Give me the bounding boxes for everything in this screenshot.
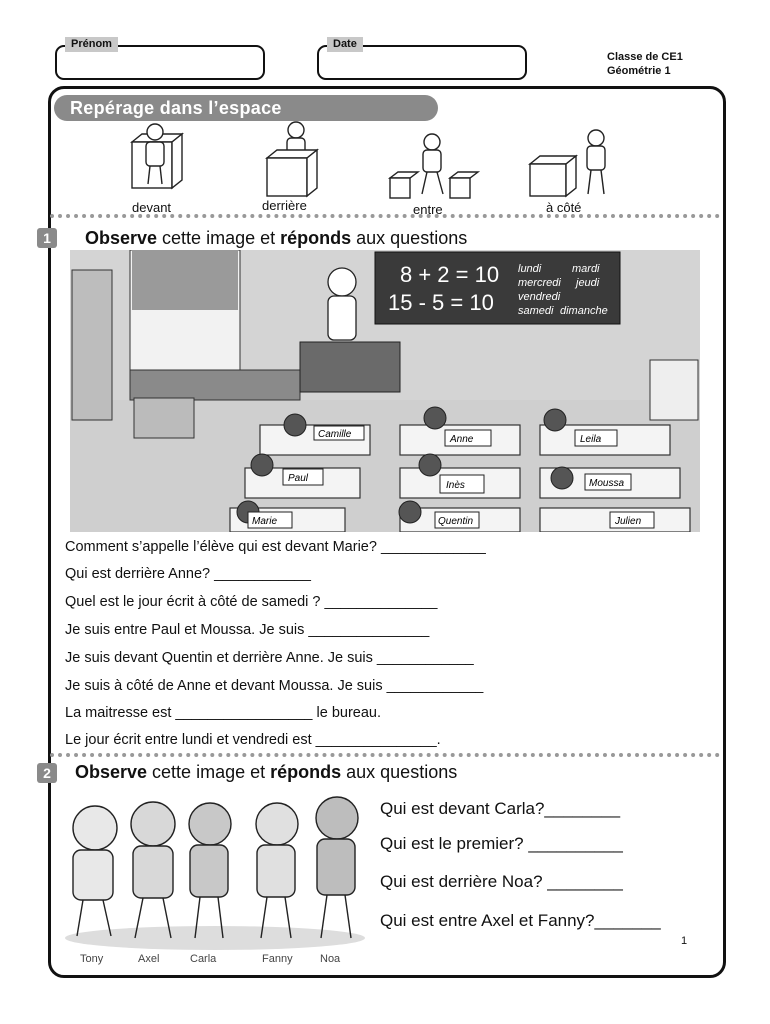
card-camille: Camille <box>318 429 352 440</box>
instr-mid-2: cette image et <box>147 762 271 782</box>
kid-name-axel: Axel <box>138 953 160 965</box>
aquarium <box>134 398 194 438</box>
label-a-cote: à côté <box>546 200 582 215</box>
a-cote-illustration <box>530 130 605 196</box>
classroom-illustration <box>70 250 700 532</box>
ex2-question-2: Qui est le premier? __________ <box>380 834 623 853</box>
card-quentin: Quentin <box>438 516 474 527</box>
board-day-jeudi: jeudi <box>576 277 600 289</box>
board-day-lundi: lundi <box>518 263 542 275</box>
kid-fanny <box>256 803 298 938</box>
kid-carla <box>189 803 231 938</box>
date-label: Date <box>327 37 363 52</box>
section-divider-2 <box>50 753 720 757</box>
label-devant: devant <box>132 200 172 215</box>
board-day-mercredi: mercredi <box>518 277 561 289</box>
instr-observe-2: Observe <box>75 762 148 782</box>
subject-line: Géométrie 1 <box>607 65 671 77</box>
teacher-desk <box>300 342 400 392</box>
ex2-question-1: Qui est devant Carla?________ <box>380 799 621 818</box>
position-illustrations <box>110 120 650 202</box>
exercise-2-number: 2 <box>37 763 57 783</box>
label-entre: entre <box>413 202 443 217</box>
label-derriere: derrière <box>262 198 307 213</box>
board-day-dimanche: dimanche <box>560 305 608 317</box>
instr-end-2: aux questions <box>341 762 458 782</box>
ex1-question-1: Comment s’appelle l’élève qui est devant Marie? _____________ <box>65 539 486 555</box>
kid-noa <box>316 797 358 938</box>
ex1-question-2: Qui est derrière Anne? ____________ <box>65 566 311 582</box>
card-anne: Anne <box>450 434 474 445</box>
ex1-question-5: Je suis devant Quentin et derrière Anne. Je suis ____________ <box>65 650 474 666</box>
instr-mid: cette image et <box>157 228 281 248</box>
ex2-question-4: Qui est entre Axel et Fanny?_______ <box>380 911 661 930</box>
kids-illustration <box>55 788 375 953</box>
card-marie: Marie <box>252 516 278 527</box>
kid-name-carla: Carla <box>190 953 217 965</box>
page-number: 1 <box>681 935 688 947</box>
board-day-vendredi: vendredi <box>518 291 561 303</box>
kid-tony <box>73 806 117 936</box>
section-title: Repérage dans l’espace <box>54 95 438 121</box>
card-leila: Leila <box>580 434 602 445</box>
class-info <box>607 50 683 78</box>
card-moussa: Moussa <box>589 478 625 489</box>
exercise-1-number: 1 <box>37 228 57 248</box>
ex1-question-4: Je suis entre Paul et Moussa. Je suis _______________ <box>65 622 430 638</box>
board-day-mardi: mardi <box>572 263 600 275</box>
kid-name-noa: Noa <box>320 953 341 965</box>
instr-reponds: réponds <box>280 228 352 248</box>
map <box>72 270 112 420</box>
ex1-question-6: Je suis à côté de Anne et devant Moussa. Je suis ____________ <box>65 678 484 694</box>
kid-name-fanny: Fanny <box>262 953 293 965</box>
exercise-1-instruction <box>85 228 467 249</box>
kid-axel <box>131 802 175 938</box>
ex1-question-8: Le jour écrit entre lundi et vendredi est _______________. <box>65 732 441 748</box>
derriere-illustration <box>267 122 317 196</box>
prenom-field[interactable] <box>55 38 265 80</box>
teacher <box>328 268 356 340</box>
exercise-2-instruction <box>75 762 457 783</box>
date-field[interactable] <box>317 38 527 80</box>
kid-name-tony: Tony <box>80 953 104 965</box>
instr-end: aux questions <box>351 228 468 248</box>
prenom-label: Prénom <box>65 37 118 52</box>
entre-illustration <box>390 134 478 198</box>
card-paul: Paul <box>288 473 309 484</box>
devant-illustration <box>132 124 182 188</box>
board-day-samedi: samedi <box>518 305 554 317</box>
ex1-question-7: La maitresse est _________________ le bureau. <box>65 705 382 721</box>
ex2-question-3: Qui est derrière Noa? ________ <box>380 872 623 891</box>
card-ines: Inès <box>446 480 465 491</box>
instr-reponds-2: réponds <box>270 762 342 782</box>
card-julien: Julien <box>615 516 642 527</box>
class-line: Classe de CE1 <box>607 51 683 63</box>
board-math-2: 15 - 5 = 10 <box>388 290 494 315</box>
section-divider <box>50 214 720 218</box>
instr-observe: Observe <box>85 228 158 248</box>
board-math-1: 8 + 2 = 10 <box>400 262 500 287</box>
ex1-question-3: Quel est le jour écrit à côté de samedi ? ______________ <box>65 594 438 610</box>
